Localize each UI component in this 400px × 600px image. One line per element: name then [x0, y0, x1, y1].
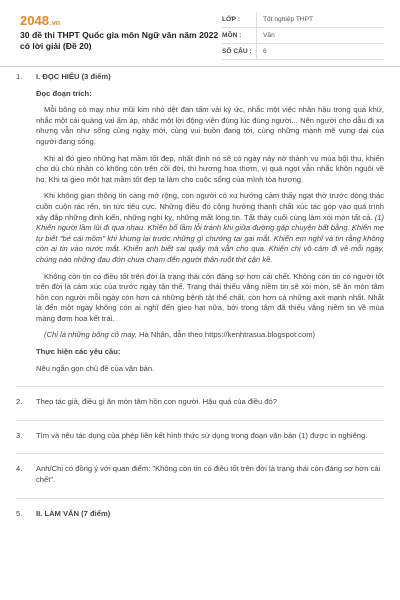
divider — [16, 386, 384, 387]
task-text: Nêu ngắn gọn chủ đề của văn bản. — [36, 363, 155, 373]
section-title: II. LÀM VĂN (7 điểm) — [36, 508, 111, 518]
meta-row-count — [222, 44, 384, 60]
meta-label: SỐ CÂU : — [222, 48, 252, 55]
logo-suffix: .vn — [49, 20, 61, 27]
meta-row-subject — [222, 28, 384, 44]
question-3 — [16, 431, 384, 442]
site-logo[interactable] — [20, 13, 60, 28]
question-2 — [16, 397, 384, 408]
source-rest: Hà Nhân, dẫn theo https://kenhtrasua.blogspot.com) — [136, 330, 316, 340]
logo-text: 2048 — [20, 13, 49, 28]
divider — [16, 453, 384, 454]
question-number: 5. — [16, 508, 23, 518]
passage-paragraph: Mỗi bông cỏ may như mũi kim nhỏ dệt đan tấm vải ký ức, nhắc một việc nhân hậu trong quá khứ, nhắc một cái quàng vai ấm áp, nhắc một lời động viên đúng lúc đúng người... Nên người cho dẫu đi xa nhưng vẫn như sống cùng ngày mới, cùng vui buồn đang tới, cùng những mạnh mẽ vụng dại của người đang sống. — [36, 105, 384, 146]
passage-paragraph: Không còn tin có điều tốt trên đời là trạng thái còn đáng sợ hơn cái chết. Không còn tin có người tốt trên đời là cảm xúc của trước ngày tận thế. Trạng thái thiếu vắng niềm tin sẽ xói mòn, sẽ ăn mòn tâm hồn con người mỗi ngày còn hơn cả những bệnh tật thể chất, còn hơn cả những axit mạnh nhất. Nhất là đến một ngày không còn ai nghĩ đến gieo hạt nữa, bởi trong tâm đã thiếu vắng niềm tin về mùa màng đơm hoa kết trái. — [36, 271, 384, 323]
page-title: 30 đề thi THPT Quốc gia môn Ngữ văn năm 2022 có lời giải (Đề 20) — [20, 30, 219, 51]
question-1 — [16, 72, 384, 83]
passage-italic-text: (1) Khiến người lầm lũi đi qua nhau. Khiến bố lầm lỗi tránh khi giữa đường gặp chuyện bất bằng. Khiến mẹ tự biết "bé cái mồm" khi khựng lại trước những gì chướng tai gai mắt. Khiến em nghĩ và tin rằng không còn ai tin vào nước mắt. Khiến anh biết sai quấy mà vẫn cho qua. Khiến chị vô cảm đi về mỗi ngày, chúng nào những đau đớn chưa chạm đến người thân ruột thịt cận kề. — [36, 212, 384, 264]
passage-paragraph: Khi ai đó gieo những hạt mầm tốt đẹp, nhất định nó sẽ có ngày nảy nở thành vụ mùa bội thu, khiến cho dù chủ nhân có không còn trên cõi đời, thì hương hoa thơm, vị quả ngọt vẫn nhắc khôn nguôi về họ. Khi ta gieo một hạt mầm tốt đẹp ta làm cho cuộc sống của mình tỏa hương. — [36, 153, 384, 184]
meta-label: LỚP : — [222, 16, 240, 23]
meta-value: Văn — [256, 28, 275, 43]
question-number: 3. — [16, 430, 23, 440]
passage-paragraph — [36, 191, 384, 265]
task-label: Thực hiện các yêu cầu: — [36, 347, 121, 357]
exam-content — [16, 72, 384, 519]
question-4 — [16, 464, 384, 485]
meta-value: Tốt nghiệp THPT — [256, 12, 313, 27]
question-5 — [16, 509, 384, 520]
question-number: 1. — [16, 72, 23, 81]
source-citation — [36, 330, 384, 341]
source-italic: (Chỉ là những bông cỏ may, — [44, 330, 137, 340]
passage-text: Khi không gian thông tin càng mở rộng, con người có xu hướng cảm thấy ngạt thở trước dòng thác cuồn cuộn rác rến, tin tức tiêu cực. Những điều đó cộng hưởng thành chất xúc tác góp vào quá trình xây đắp những định kiến, những nghi kỵ, những mất lòng tin. Tất thảy cuối cùng làm xói mòn tất cả. — [36, 191, 384, 222]
section-title: I. ĐỌC HIỂU (3 điểm) — [36, 72, 111, 81]
question-text: Theo tác giả, điều gì ăn mòn tâm hồn con người. Hậu quả của điều đó? — [36, 397, 277, 407]
question-number: 2. — [16, 397, 23, 407]
question-text: Anh/Chị có đồng ý với quan điểm: "Không còn tin có điều tốt trên đời là trạng thái còn đáng sợ hơn cái chết". — [36, 464, 381, 485]
question-text: Tìm và nêu tác dụng của phép liên kết hình thức sử dụng trong đoạn văn bản (1) được in nghiêng. — [36, 430, 368, 440]
read-label: Đọc đoạn trích: — [36, 88, 92, 98]
divider — [16, 420, 384, 421]
meta-row-class — [222, 12, 384, 28]
meta-label: MÔN : — [222, 32, 242, 39]
header — [0, 0, 400, 67]
meta-table — [222, 12, 384, 60]
question-number: 4. — [16, 464, 23, 474]
meta-value: 6 — [256, 44, 267, 59]
divider — [16, 498, 384, 499]
